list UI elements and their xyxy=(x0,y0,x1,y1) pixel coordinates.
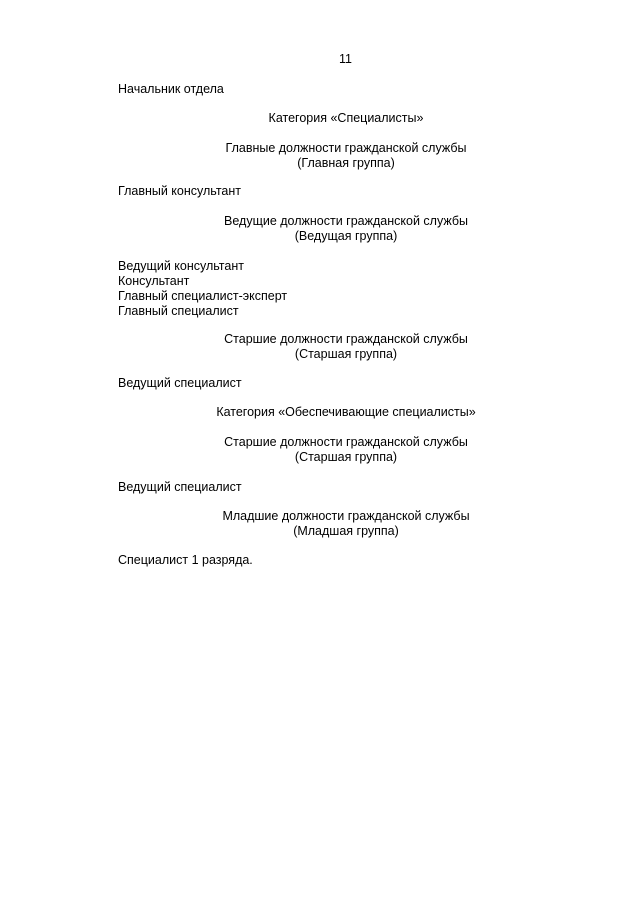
page-number: 11 xyxy=(339,52,352,66)
position-line: Специалист 1 разряда. xyxy=(118,553,253,567)
position-line: Ведущий консультант xyxy=(118,259,244,273)
group-subtitle: (Старшая группа) xyxy=(294,450,398,464)
group-title: Старшие должности гражданской службы xyxy=(224,332,468,346)
category-title: Категория «Обеспечивающие специалисты» xyxy=(216,405,476,419)
position-leading-specialist xyxy=(118,376,242,391)
group-subtitle: (Ведущая группа) xyxy=(294,229,398,243)
group-subtitle: (Старшая группа) xyxy=(294,347,398,361)
position-specialist-1st-grade xyxy=(118,553,253,568)
position-line: Консультант xyxy=(118,274,190,288)
category-specialists xyxy=(269,111,424,126)
group-title: Младшие должности гражданской службы xyxy=(222,509,470,523)
group-senior-supporting xyxy=(224,435,468,465)
position-line: Ведущий специалист xyxy=(118,480,242,494)
group-subtitle: (Младшая группа) xyxy=(293,524,399,538)
group-senior xyxy=(224,332,468,362)
position-line: Ведущий специалист xyxy=(118,376,242,390)
group-title: Главные должности гражданской службы xyxy=(225,141,467,155)
position-line: Главный специалист-эксперт xyxy=(118,289,288,303)
positions-leading-list xyxy=(118,259,287,319)
position-line: Начальник отдела xyxy=(118,82,224,96)
position-head-of-department xyxy=(118,82,224,97)
category-supporting-specialists xyxy=(216,405,475,420)
group-title: Ведущие должности гражданской службы xyxy=(224,214,468,228)
position-leading-specialist-supporting xyxy=(118,480,242,495)
group-chief xyxy=(226,141,467,171)
category-title: Категория «Специалисты» xyxy=(268,111,424,125)
position-line: Главный специалист xyxy=(118,304,239,318)
group-junior xyxy=(222,509,469,539)
position-line: Главный консультант xyxy=(118,184,241,198)
group-leading xyxy=(224,214,468,244)
position-chief-consultant xyxy=(118,184,241,199)
group-subtitle: (Главная группа) xyxy=(297,156,395,170)
group-title: Старшие должности гражданской службы xyxy=(224,435,468,449)
